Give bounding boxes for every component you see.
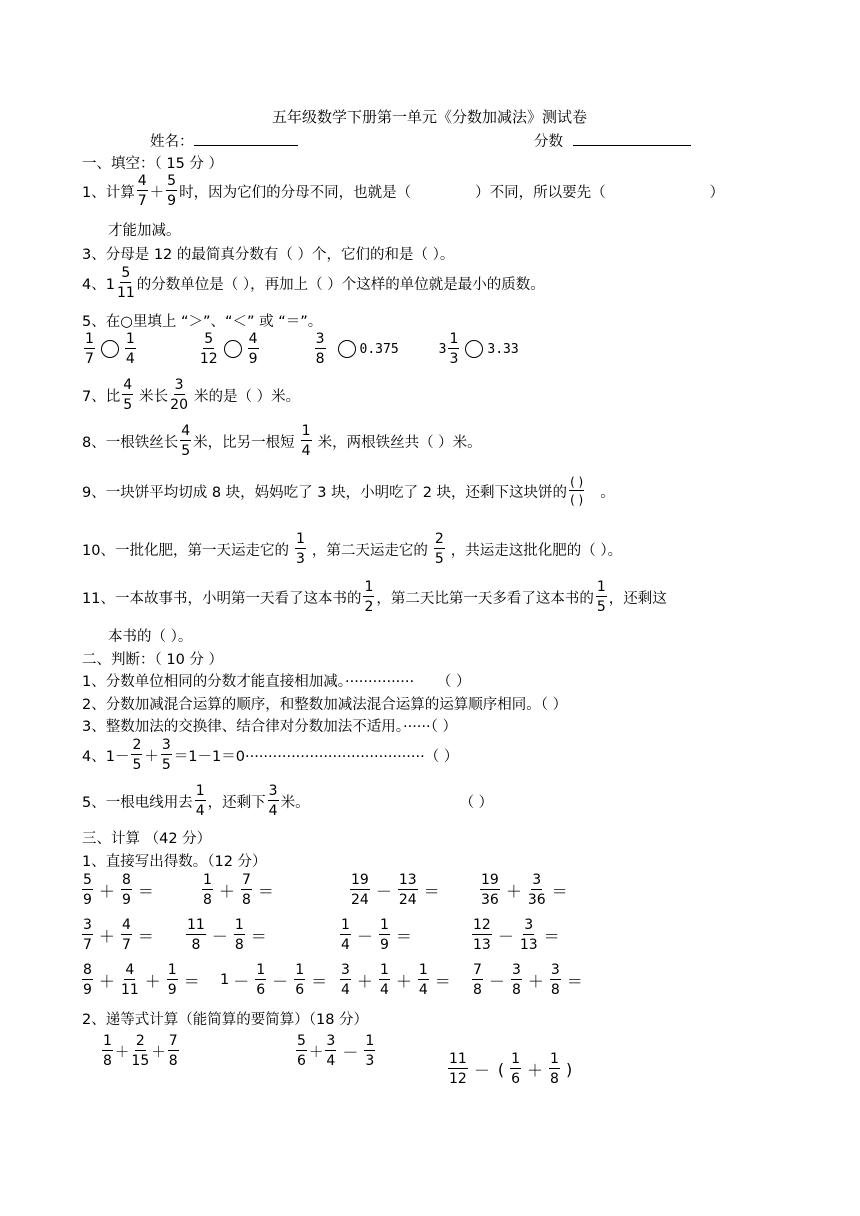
denominator: 3	[295, 551, 305, 567]
judge-1	[82, 670, 470, 691]
numerator: 1	[364, 579, 374, 595]
numerator: 7	[473, 962, 482, 978]
q9-text-a: 9、一块饼平均切成 8 块，妈妈吃了 3 块，小明吃了 2 块，还剩下这块饼的	[82, 484, 568, 501]
denominator: 4	[195, 803, 205, 819]
denominator: 8	[103, 1053, 112, 1069]
denominator: 7	[121, 937, 131, 953]
numerator: 2	[434, 531, 444, 547]
fraction	[121, 963, 139, 997]
fraction	[102, 1034, 113, 1068]
denominator-blank: ( )	[570, 493, 584, 507]
fraction	[137, 174, 148, 208]
numerator: 8	[121, 872, 131, 888]
fraction	[82, 873, 93, 907]
equals-sign: ＝	[566, 971, 583, 991]
q1-text-c: ）不同，所以要先（	[475, 184, 606, 201]
fraction	[294, 963, 305, 997]
denominator: 7	[137, 193, 147, 209]
numerator: 1	[234, 917, 244, 933]
numerator: 1	[167, 962, 177, 978]
judge-4	[82, 738, 458, 772]
fraction	[340, 963, 351, 997]
denominator: 4	[125, 351, 135, 367]
denominator: 12	[449, 1071, 467, 1087]
denominator: 9	[83, 892, 92, 908]
calc-item	[80, 963, 204, 997]
calc-item	[200, 873, 278, 907]
denominator: 36	[527, 892, 546, 908]
fraction	[472, 963, 483, 997]
page-title: 五年级数学下册第一单元《分数加减法》测试卷	[272, 108, 588, 126]
fraction	[200, 332, 218, 366]
q1-text-d: ）	[709, 184, 725, 201]
numerator: 3	[524, 917, 534, 933]
judge-2: 2、分数加减混合运算的顺序，和整数加减法混合运算的运算顺序相同。（ ）	[82, 697, 568, 713]
denominator: 9	[121, 892, 131, 908]
plus-sign: ＋	[98, 971, 115, 991]
denominator: 5	[596, 599, 606, 615]
fraction	[364, 1034, 375, 1068]
plus-sign: ＋	[144, 971, 161, 991]
numerator: 1	[418, 962, 428, 978]
plus-sign: ＋	[395, 971, 412, 991]
plus-sign: ＋	[218, 881, 235, 901]
numerator: 3	[315, 331, 325, 347]
answer-blank[interactable]: （ ）	[444, 674, 471, 690]
fraction	[301, 424, 312, 458]
score-field	[534, 130, 691, 151]
numerator: 3	[550, 962, 560, 978]
numerator: 1	[365, 1033, 375, 1049]
fraction	[248, 332, 259, 366]
numerator: 2	[135, 1033, 145, 1049]
denominator: 7	[85, 351, 94, 367]
denominator: 5	[132, 757, 142, 773]
stepwise-item	[294, 1034, 377, 1068]
denominator: 6	[511, 1071, 521, 1087]
section-3-header: 三、计算 （42 分）	[82, 831, 212, 847]
denominator: 9	[167, 982, 177, 998]
numerator: 2	[132, 737, 142, 753]
equals-sign: ＝	[434, 971, 451, 991]
numerator: 3	[511, 962, 521, 978]
subsection-2: 2、递等式计算（能简算的要简算）（18 分）	[82, 1012, 369, 1028]
fraction	[84, 332, 95, 366]
fraction	[202, 873, 213, 907]
fraction	[340, 918, 351, 952]
plus-sign: ＋	[144, 748, 159, 765]
compare-circle[interactable]	[224, 340, 242, 358]
fraction	[117, 266, 135, 300]
numerator: 5	[297, 1033, 306, 1049]
calc-item	[184, 918, 271, 952]
denominator: 4	[301, 443, 311, 459]
plus-sign: ＋	[356, 971, 373, 991]
denominator: 8	[241, 892, 251, 908]
numerator: 1	[125, 331, 135, 347]
question-7	[82, 378, 300, 412]
stepwise-item	[446, 1052, 576, 1086]
denominator: 9	[248, 351, 258, 367]
fraction	[180, 424, 191, 458]
q10-text-b: ，第二天运走它的	[311, 542, 428, 559]
question-3: 3、分母是 12 的最简真分数有（ ）个，它们的和是（ ）。	[82, 247, 455, 263]
question-11	[82, 580, 667, 614]
fraction	[596, 580, 607, 614]
decimal-value: 0.375	[359, 341, 399, 357]
j5-text-a: 5、一根电线用去	[82, 794, 193, 811]
fraction	[82, 963, 93, 997]
calc-item	[478, 873, 572, 907]
fraction	[168, 1034, 179, 1068]
compare-row	[82, 332, 519, 366]
fraction	[510, 1052, 521, 1086]
numerator: 12	[473, 917, 491, 933]
numerator: 1	[449, 331, 459, 347]
denominator: 12	[199, 351, 218, 367]
question-5: 5、在○里填上 “＞”、“＜” 或 “＝”。	[82, 314, 323, 330]
plus-sign: ＋	[151, 1044, 166, 1061]
numerator: 1	[203, 872, 212, 888]
question-10	[82, 532, 622, 566]
fraction	[315, 332, 326, 366]
numerator: 5	[83, 872, 92, 888]
numerator: 19	[351, 872, 369, 888]
numerator: 1	[379, 962, 389, 978]
judge-3: 3、整数加法的交换律、结合律对分数加法不适用。······（ ）	[82, 719, 457, 735]
q11-text-b: ，第二天比第一天多看了这本书的	[376, 590, 594, 607]
minus-sign: －	[233, 971, 250, 991]
minus-sign: －	[488, 971, 505, 991]
fraction	[448, 332, 459, 366]
denominator: 11	[120, 982, 139, 998]
q1-text-a: 1、计算	[82, 184, 135, 201]
denominator: 11	[116, 285, 135, 301]
denominator: 36	[481, 892, 499, 908]
compare-circle[interactable]	[338, 340, 356, 358]
numerator: 1	[85, 331, 94, 347]
q7-text-a: 7、比	[82, 388, 121, 405]
fraction	[241, 873, 252, 907]
q11-text-c: ，还剩这	[608, 590, 667, 607]
minus-sign: －	[497, 926, 514, 946]
fraction	[528, 873, 546, 907]
answer-fraction-blank[interactable]	[569, 476, 584, 506]
numerator: 1	[379, 917, 389, 933]
numerator: 11	[449, 1051, 467, 1067]
minus-sign: －	[342, 1042, 359, 1062]
minus-sign: －	[211, 926, 228, 946]
left-paren: (	[497, 1059, 505, 1079]
equals-sign: ＝	[257, 881, 274, 901]
fraction	[418, 963, 429, 997]
numerator: 3	[268, 783, 278, 799]
plus-sign: ＋	[114, 1044, 130, 1061]
q9-end: 。	[600, 484, 615, 501]
plus-sign: ＋	[527, 1060, 544, 1080]
fraction	[295, 532, 306, 566]
equals-sign: ＝	[423, 881, 440, 901]
equals-sign: ＝	[137, 881, 154, 901]
numerator: 4	[137, 173, 147, 189]
plus-sign: ＋	[98, 881, 115, 901]
equals-sign: ＝	[395, 926, 412, 946]
denominator: 5	[181, 443, 191, 459]
j4-text-b: ＝1－1＝0·······································	[173, 748, 425, 765]
fraction	[121, 918, 132, 952]
fraction	[121, 873, 132, 907]
q8-text-c: 米，两根铁丝共（ ）米。	[317, 434, 482, 451]
denominator: 8	[473, 982, 482, 998]
q7-text-b: 米长	[139, 388, 169, 405]
q11-text-a: 11、一本故事书，小明第一天看了这本书的	[82, 590, 362, 607]
fraction	[448, 1052, 468, 1086]
numerator: 1	[596, 579, 606, 595]
numerator: 5	[121, 265, 131, 281]
equals-sign: ＝	[250, 926, 267, 946]
fraction	[82, 918, 93, 952]
numerator: 3	[341, 962, 350, 978]
numerator: 7	[241, 872, 251, 888]
denominator: 24	[398, 892, 417, 908]
denominator: 8	[191, 937, 201, 953]
numerator: 1	[550, 1051, 559, 1067]
section-2-header: 二、判断：（ 10 分 ）	[82, 652, 224, 668]
denominator: 8	[203, 892, 212, 908]
fraction	[398, 873, 418, 907]
numerator: 7	[168, 1033, 178, 1049]
j1-text: 1、分数单位相同的分数才能直接相加减。···············	[82, 674, 415, 690]
denominator: 8	[234, 937, 244, 953]
numerator: 1	[295, 531, 305, 547]
q11-continuation: 本书的（ ）。	[108, 629, 193, 645]
fraction	[170, 378, 188, 412]
fraction	[363, 580, 374, 614]
plus-sign: ＋	[308, 1044, 324, 1061]
denominator: 5	[161, 757, 171, 773]
numerator: 1	[511, 1051, 521, 1067]
fraction	[550, 963, 561, 997]
mixed-whole: 3	[438, 341, 447, 357]
plus-sign: ＋	[149, 184, 165, 201]
denominator: 8	[550, 982, 560, 998]
denominator: 3	[449, 351, 459, 367]
fraction	[268, 784, 279, 818]
denominator: 8	[315, 351, 325, 367]
j4-text-a: 4、1－	[82, 748, 130, 765]
denominator: 5	[434, 551, 444, 567]
question-1	[82, 174, 724, 208]
fraction	[296, 1034, 307, 1068]
plus-sign: ＋	[98, 926, 115, 946]
fraction	[511, 963, 522, 997]
decimal-value: 3.33	[487, 341, 519, 357]
minus-sign: －	[272, 971, 289, 991]
numerator: 8	[83, 962, 92, 978]
denominator: 15	[131, 1053, 150, 1069]
minus-sign: －	[375, 881, 392, 901]
fraction	[161, 738, 172, 772]
fraction	[379, 918, 390, 952]
denominator: 9	[167, 193, 177, 209]
minus-sign: －	[473, 1060, 490, 1080]
numerator: 3	[174, 377, 184, 393]
question-9	[82, 476, 615, 506]
denominator: 4	[341, 982, 350, 998]
denominator: 4	[268, 803, 278, 819]
numerator: 19	[481, 872, 499, 888]
numerator: 3	[326, 1033, 336, 1049]
calc-item	[470, 963, 587, 997]
fraction	[255, 963, 266, 997]
q8-text-a: 8、一根铁丝长	[82, 434, 179, 451]
denominator: 7	[83, 937, 92, 953]
fraction	[122, 378, 133, 412]
fraction	[195, 784, 206, 818]
plus-sign: ＋	[527, 971, 544, 991]
q1-continuation: 才能加减。	[108, 223, 181, 239]
denominator: 3	[365, 1053, 375, 1069]
fraction	[549, 1052, 560, 1086]
equals-sign: ＝	[311, 971, 328, 991]
numerator: 4	[123, 377, 133, 393]
numerator: 4	[248, 331, 258, 347]
denominator: 5	[123, 397, 133, 413]
q1-text-b: 时，因为它们的分母不同，也就是（	[179, 184, 412, 201]
score-blank[interactable]	[573, 145, 691, 146]
q10-text-c: ，共运走这批化肥的（ ）。	[450, 542, 623, 559]
denominator: 4	[326, 1053, 336, 1069]
denominator: 6	[297, 1053, 306, 1069]
fraction	[131, 738, 142, 772]
numerator: 11	[187, 917, 205, 933]
subsection-1: 1、直接写出得数。（12 分）	[82, 854, 267, 870]
answer-blank[interactable]: （ ）	[424, 748, 459, 765]
section-1-header: 一、填空：（ 15 分 ）	[82, 156, 224, 172]
denominator: 6	[256, 982, 266, 998]
numerator: 1	[301, 423, 311, 439]
name-label: 姓名：	[150, 134, 194, 150]
name-field	[150, 130, 298, 151]
numerator: 3	[161, 737, 171, 753]
fraction	[186, 918, 206, 952]
j5-text-b: ，还剩下	[207, 794, 266, 811]
judge-5	[82, 784, 493, 818]
denominator: 8	[511, 982, 521, 998]
fraction	[131, 1034, 149, 1068]
calc-item	[80, 918, 158, 952]
calc-item	[470, 918, 564, 952]
calc-item	[338, 963, 455, 997]
numerator: 5	[167, 173, 177, 189]
numerator: 4	[125, 962, 135, 978]
numerator: 1	[256, 962, 266, 978]
calc-item	[220, 963, 331, 997]
answer-blank[interactable]: （ ）	[459, 794, 494, 811]
numerator: 13	[398, 872, 417, 888]
equals-sign: ＝	[551, 881, 568, 901]
numerator: 3	[83, 917, 92, 933]
numerator: 5	[204, 331, 214, 347]
compare-circle[interactable]	[101, 340, 119, 358]
j5-text-c: 米。	[280, 794, 310, 811]
denominator: 9	[379, 937, 389, 953]
fraction	[166, 174, 177, 208]
fraction	[520, 918, 538, 952]
fraction	[325, 1034, 336, 1068]
q8-text-b: 米，比另一根短	[193, 434, 295, 451]
fraction	[379, 963, 390, 997]
fraction	[350, 873, 370, 907]
question-4	[82, 266, 545, 300]
compare-circle[interactable]	[465, 340, 483, 358]
denominator: 13	[519, 937, 538, 953]
denominator: 4	[379, 982, 389, 998]
denominator: 20	[170, 397, 188, 413]
numerator: 1	[341, 917, 350, 933]
denominator: 13	[473, 937, 491, 953]
fraction	[125, 332, 136, 366]
denominator: 8	[550, 1071, 559, 1087]
fraction	[480, 873, 500, 907]
question-8	[82, 424, 482, 458]
numerator: 1	[295, 962, 305, 978]
numerator: 3	[532, 872, 542, 888]
fraction	[472, 918, 492, 952]
denominator: 2	[364, 599, 374, 615]
right-paren: )	[565, 1059, 573, 1079]
denominator: 9	[83, 982, 92, 998]
number-one: 1	[220, 972, 230, 988]
denominator: 6	[295, 982, 305, 998]
equals-sign: ＝	[183, 971, 200, 991]
denominator: 4	[418, 982, 428, 998]
calc-item	[338, 918, 416, 952]
numerator: 4	[181, 423, 191, 439]
numerator: 1	[103, 1033, 112, 1049]
fraction	[234, 918, 245, 952]
numerator-blank: ( )	[570, 475, 584, 489]
equals-sign: ＝	[137, 926, 154, 946]
numerator: 1	[195, 783, 205, 799]
q7-text-c: 米的是（ ）米。	[193, 388, 301, 405]
q4-text-a: 4、1	[82, 276, 115, 293]
q4-text-b: 的分数单位是（ ），再加上（ ）个这样的单位就是最小的质数。	[136, 276, 545, 293]
minus-sign: －	[356, 926, 373, 946]
fraction	[434, 532, 445, 566]
plus-sign: ＋	[505, 881, 522, 901]
calc-item	[80, 873, 158, 907]
q10-text-a: 10、一批化肥，第一天运走它的	[82, 542, 289, 559]
denominator: 4	[341, 937, 350, 953]
name-blank[interactable]	[194, 145, 298, 146]
calc-item	[348, 873, 444, 907]
score-label: 分数	[534, 134, 563, 150]
denominator: 8	[168, 1053, 178, 1069]
denominator: 24	[351, 892, 369, 908]
equals-sign: ＝	[543, 926, 560, 946]
fraction	[167, 963, 178, 997]
stepwise-item	[100, 1034, 181, 1068]
numerator: 4	[121, 917, 131, 933]
